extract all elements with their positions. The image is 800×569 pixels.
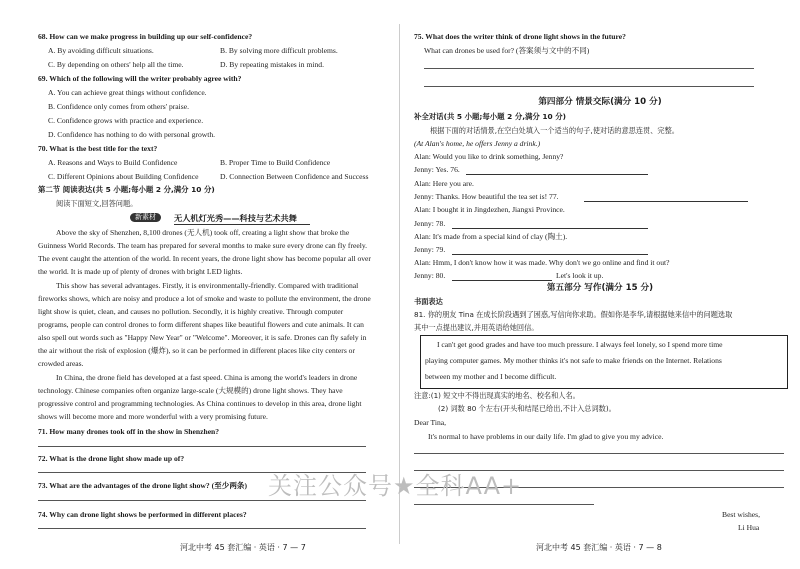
q75-answer-line[interactable] (424, 86, 754, 87)
q75-subquestion: What can drones be used for? (答案须与文中的不同) (424, 46, 590, 55)
passage-line: The event caught the attention of the world. In recent years, the drone light show has become popular all over (38, 254, 371, 263)
passage-line: also spell out words such as "Happy New Year" or "Welcome". Moreover, it is safe. Drones can fly safely in (38, 333, 367, 342)
letter-opening: It's normal to have problems in our daily life. I'm glad to give you my advice. (428, 432, 664, 441)
writing-line[interactable] (414, 470, 784, 471)
tina-letter-box (420, 335, 788, 389)
q68-option-d: D. By repeating mistakes in mind. (220, 60, 324, 69)
letter-closing: Best wishes, (722, 510, 760, 519)
q81-prompt: 81. 你的朋友 Tina 在成长阶段遇到了困惑,写信向你求助。假如你是李华,请根据她来信中的问题选取 (414, 310, 733, 319)
passage-line: technology. Chinese companies often organize large-scale (大规模的) drone light shows. They have (38, 386, 343, 395)
note-1: 注意:(1) 短文中不得出现真实的地名、校名和人名。 (414, 391, 580, 400)
q68-stem: 68. How can we make progress in building up our self-confidence? (38, 32, 253, 41)
right-page-footer: 河北中考 45 套汇编 · 英语 · 7 — 8 (536, 543, 662, 552)
q69-option-d: D. Confidence has nothing to do with personal growth. (48, 130, 216, 139)
part5-title: 第五部分 写作(满分 15 分) (546, 283, 654, 293)
q70-option-d: D. Connection Between Confidence and Success (220, 172, 369, 181)
left-page-footer: 河北中考 45 套汇编 · 英语 · 7 — 7 (180, 543, 306, 552)
dialogue-line: Alan: I bought it in Jingdezhen, Jiangxi Province. (414, 205, 565, 214)
part4-title: 第四部分 情景交际(满分 10 分) (538, 97, 662, 107)
q69-option-c: C. Confidence grows with practice and experience. (48, 116, 204, 125)
q68-option-b: B. By solving more difficult problems. (220, 46, 338, 55)
passage-line: Above the sky of Shenzhen, 8,100 drones (无人机) took off, creating a light show that broke the (56, 228, 350, 237)
writing-line[interactable] (414, 504, 594, 505)
letter-line: between my mother and I become difficult. (425, 372, 557, 381)
writing-line[interactable] (414, 453, 784, 454)
note-2: (2) 词数 80 个左右(开头和结尾已给出,不计入总词数)。 (438, 404, 616, 413)
dialogue-line: Jenny: 78. (414, 219, 446, 228)
center-fold-divider (399, 24, 400, 544)
watermark: 关注公众号★全科AA+ (268, 472, 523, 500)
dialogue-line: Alan: It's made from a special kind of clay (陶土). (414, 232, 568, 241)
dialogue-scene: (At Alan's home, he offers Jenny a drink.) (414, 139, 541, 148)
q73-answer-line[interactable] (38, 500, 366, 501)
blank-76[interactable] (466, 174, 648, 175)
q70-option-c: C. Different Opinions about Building Confidence (48, 172, 199, 181)
banner-title: 无人机灯光秀——科技与艺术共舞 (174, 213, 297, 223)
q73-stem: 73. What are the advantages of the drone light show? (至少两条) (38, 481, 248, 490)
letter-signature: Li Hua (738, 523, 760, 532)
q74-answer-line[interactable] (38, 528, 366, 529)
dialogue-line: Jenny: 79. (414, 245, 446, 254)
q70-option-b: B. Proper Time to Build Confidence (220, 158, 331, 167)
dialogue-line: Jenny: Thanks. How beautiful the tea set is! 77. (414, 192, 559, 201)
new-material-badge: 新素材 (130, 213, 161, 222)
passage-line: Guinness World Records. The team has prepared for several months to make sure every drone can fly freely. (38, 241, 368, 250)
blank-80[interactable] (452, 280, 552, 281)
part4-subtitle: 补全对话(共 5 小题;每小题 2 分,满分 10 分) (414, 112, 566, 121)
dialogue-line: Alan: Hmm, I don't know how it was made. Why don't we go online and find it out? (414, 258, 670, 267)
passage-line: programs, people can control drones to form different shapes like beautiful flowers and cute animals. It can (38, 320, 364, 329)
part5-label: 书面表达 (414, 297, 443, 306)
dialogue-line: Alan: Would you like to drink something, Jenny? (414, 152, 564, 161)
q71-answer-line[interactable] (38, 446, 366, 447)
blank-77[interactable] (584, 201, 748, 202)
passage-line: progressive control and programming technologies. As China continues to develop in this area, drone light (38, 399, 362, 408)
q70-option-a: A. Reasons and Ways to Build Confidence (48, 158, 178, 167)
q72-stem: 72. What is the drone light show made up of? (38, 454, 185, 463)
q75-answer-line[interactable] (424, 68, 754, 69)
passage-line: In China, the drone field has developed at a fast speed. China is among the world's leaders in drone (56, 373, 358, 382)
q71-stem: 71. How many drones took off in the show in Shenzhen? (38, 427, 220, 436)
passage-line: crowded areas. (38, 359, 84, 368)
q75-stem: 75. What does the writer think of drone light shows in the future? (414, 32, 626, 41)
q81-prompt: 其中一点提出建议,并用英语给她回信。 (414, 323, 539, 332)
section2-title: 第二节 阅读表达(共 5 小题;每小题 2 分,满分 10 分) (38, 185, 215, 194)
dialogue-line: Alan: Here you are. (414, 179, 474, 188)
q69-option-b: B. Confidence only comes from others' praise. (48, 102, 189, 111)
passage-line: This show has several advantages. Firstly, it is environmentally-friendly. Compared with traditional (56, 281, 359, 290)
passage-line: fireworks shows, which are noisy and produce a lot of smoke and waste to pollute the environment, the drone (38, 294, 371, 303)
dialogue-line: Let's look it up. (556, 271, 604, 280)
passage-line: the world. It is made up of plenty of drones with bright LED lights. (38, 267, 243, 276)
q69-option-a: A. You can achieve great things without confidence. (48, 88, 207, 97)
q70-stem: 70. What is the best title for the text? (38, 144, 158, 153)
passage-line: the air without the risk of explosion (爆炸), so it can be performed in different places like city centers or (38, 346, 356, 355)
letter-line: playing computer games. My mother thinks it's not safe to make friends on the Internet. Relations (425, 356, 722, 365)
dialogue-line: Jenny: 80. (414, 271, 446, 280)
q74-stem: 74. Why can drone light shows be performed in different places? (38, 510, 247, 519)
passage-line: shows will become more and more wonderful with a very promising future. (38, 412, 268, 421)
part4-instruction: 根据下面的对话情景,在空白处填入一个适当的句子,使对话的意思连贯、完整。 (430, 126, 679, 135)
blank-78[interactable] (452, 228, 648, 229)
blank-79[interactable] (452, 254, 648, 255)
q68-option-c: C. By depending on others' help all the time. (48, 60, 184, 69)
letter-greeting: Dear Tina, (414, 418, 447, 427)
q68-option-a: A. By avoiding difficult situations. (48, 46, 154, 55)
passage-line: light show is quiet, clean, and causes no pollution. Secondly, it is highly creative. Through computer (38, 307, 344, 316)
letter-line: I can't get good grades and have too much pressure. I always feel lonely, so I spend more time (437, 340, 723, 349)
q69-stem: 69. Which of the following will the writer probably agree with? (38, 74, 242, 83)
section2-instruction: 阅读下面短文,回答问题。 (56, 199, 138, 208)
dialogue-line: Jenny: Yes. 76. (414, 165, 460, 174)
topic-banner (130, 212, 310, 225)
